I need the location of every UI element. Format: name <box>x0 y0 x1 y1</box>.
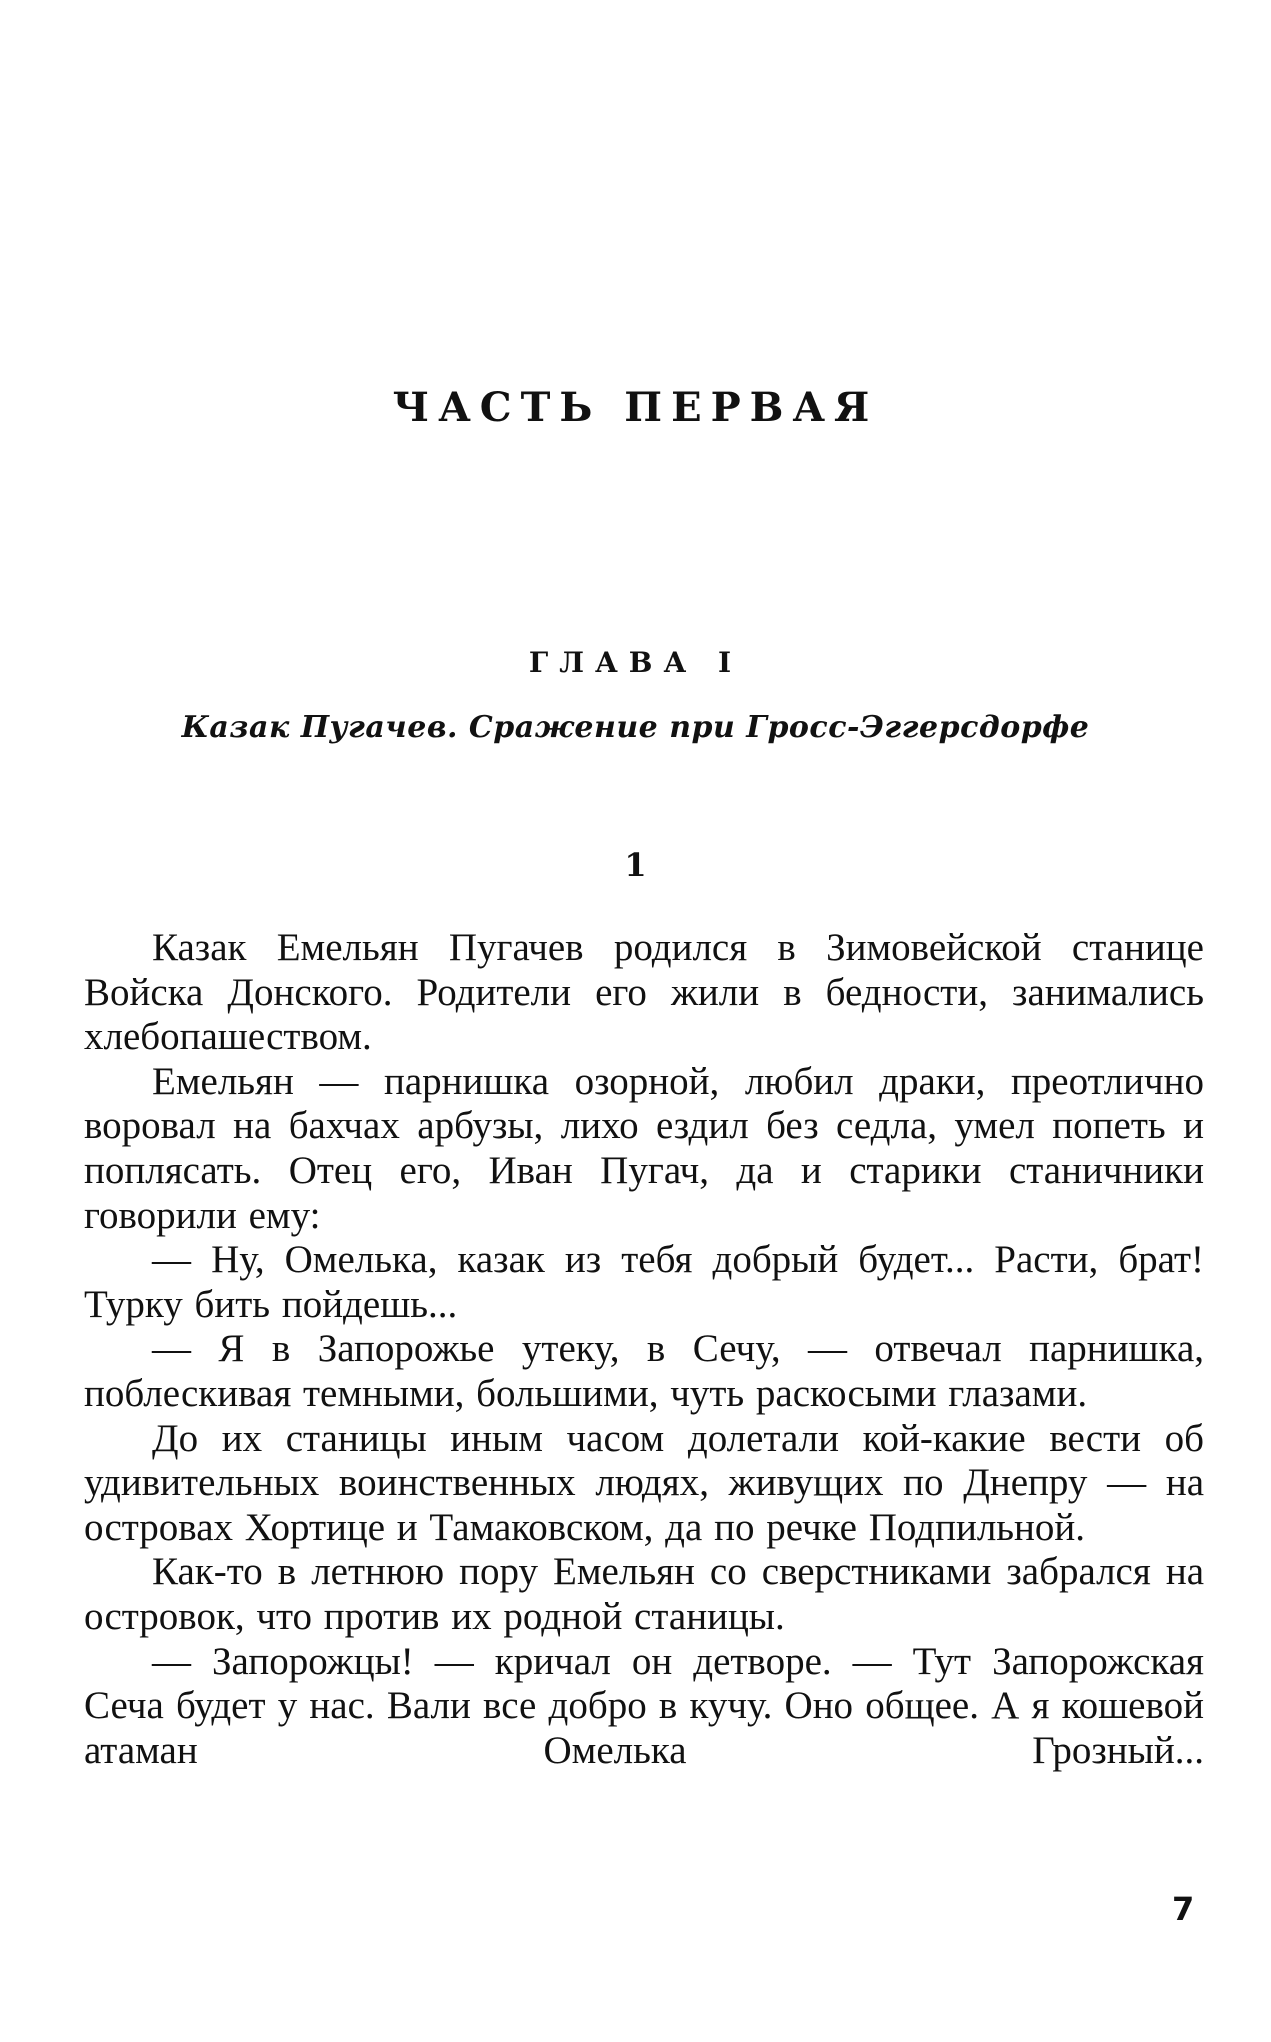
chapter-title: ГЛАВА I <box>528 646 743 679</box>
body-text <box>84 926 1204 1773</box>
section-number: 1 <box>624 846 647 884</box>
part-title: ЧАСТЬ ПЕРВАЯ <box>392 384 879 431</box>
paragraph: Как-то в летнюю пору Емельян со сверстниками забрался на островок, что против их родной станицы. <box>84 1550 1204 1638</box>
paragraph: — Ну, Омелька, казак из тебя добрый будет... Расти, брат! Турку бить пойдешь... <box>84 1238 1204 1326</box>
paragraph: Емельян — парнишка озорной, любил драки, преотлично воровал на бахчах арбузы, лихо ездил без седла, умел попеть и поплясать. Отец его, Иван Пугач, да и старики станичники говорили ему: <box>84 1059 1204 1237</box>
paragraph: До их станицы иным часом долетали кой-какие вести об удивительных воинственных людях, живущих по Днепру — на островах Хортице и Тамаковском, да по речке Подпильной. <box>84 1416 1204 1549</box>
paragraph: — Я в Запорожье утеку, в Сечу, — отвечал парнишка, поблескивая темными, большими, чуть раскосыми глазами. <box>84 1327 1204 1415</box>
chapter-subtitle: Казак Пугачев. Сражение при Гросс-Эггерсдорфе <box>181 710 1090 745</box>
paragraph: Казак Емельян Пугачев родился в Зимовейской станице Войска Донского. Родители его жили в бедности, занимались хлебопашеством. <box>84 926 1204 1059</box>
paragraph: — Запорожцы! — кричал он детворе. — Тут Запорожская Сеча будет у нас. Вали все добро в кучу. Оно общее. А я кошевой атаман Омелька Грозный... <box>84 1639 1204 1772</box>
page-number: 7 <box>1172 1890 1195 1928</box>
